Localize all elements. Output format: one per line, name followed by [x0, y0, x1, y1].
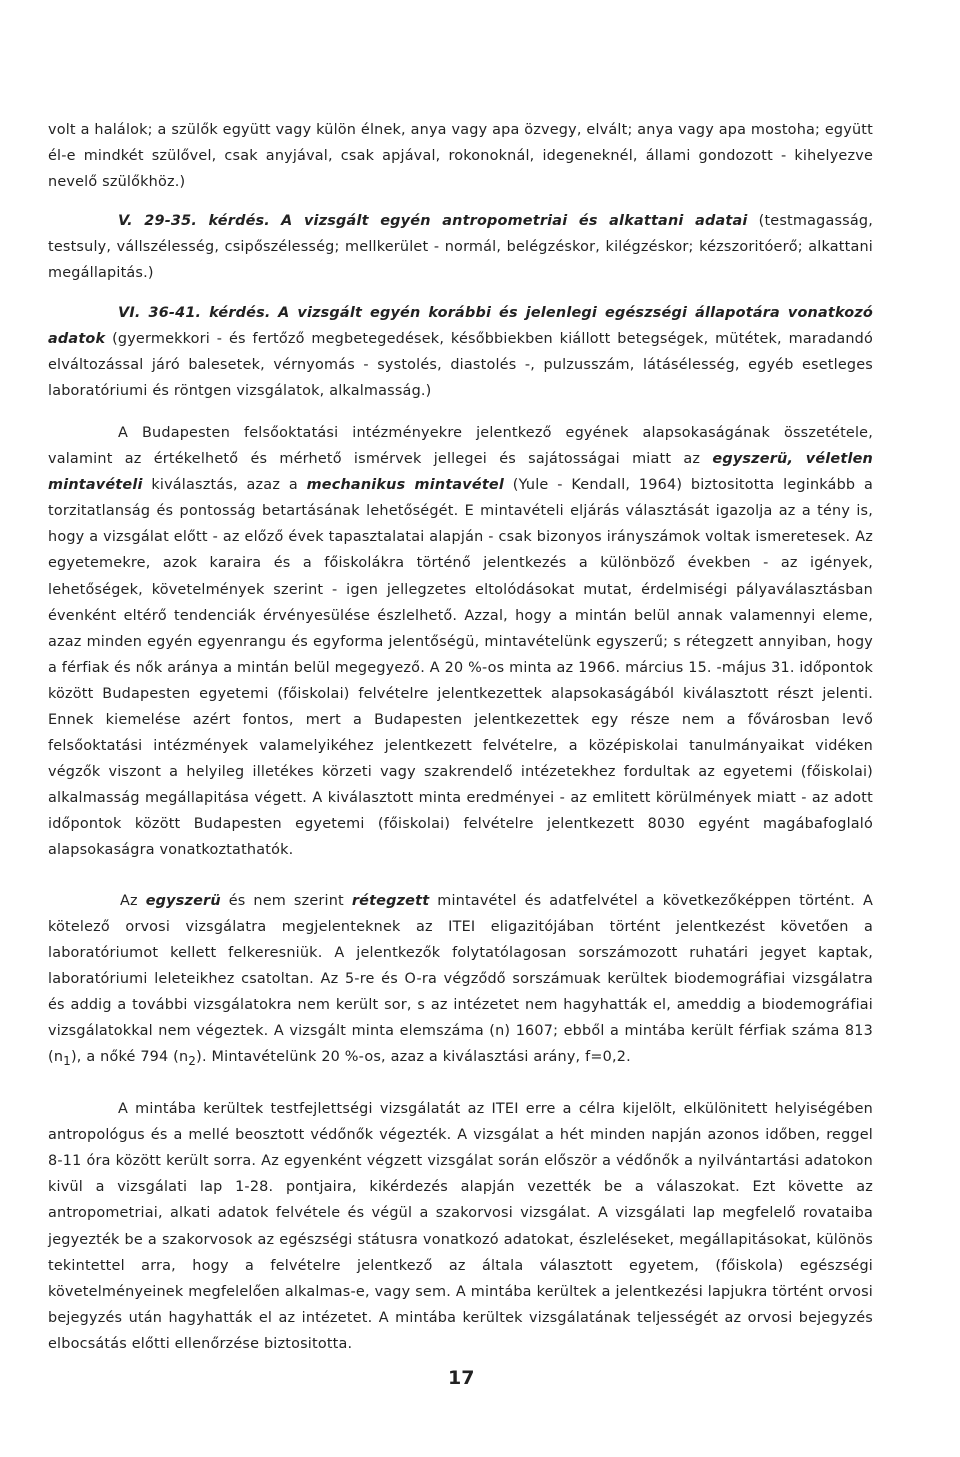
section-vi-title: A vizsgált egyén korábbi és jelenlegi egészségi állapotára vonatkozó adatok [48, 304, 874, 347]
p5-text-a: Az [120, 892, 146, 909]
text-body [48, 117, 873, 1357]
p4-text-c: kiválasztás, azaz a [142, 477, 307, 494]
section-v-number: V. 29-35. kérdés. [118, 213, 270, 230]
p5-subscript-2: 2 [188, 1053, 197, 1068]
section-v-text: (testmagasság, testsuly, vállszélesség, csipőszélesség; mellkerület - normál, belégzéskor, kilégzéskor; kézszoritóerő; alkattani megállapitás.) [48, 213, 874, 282]
paragraph-3-section-vi [48, 300, 873, 404]
paragraph-5 [48, 888, 873, 1075]
p4-emphasis-mechanical: mechanikus mintavétel [306, 477, 505, 494]
paragraph-4 [48, 420, 873, 864]
p5-text-e: mintavétel és adatfelvétel a következőképpen történt. A kötelező orvosi vizsgálatra megjelenteknek az ITEI eligazitójában történt jelentkezést követően a laboratóriumot kellett felkeresniük. A jelentkezők folytatólagosan sorszámozott ruhatári jegyet kaptak, laboratóriumi leleteikhez csatoltan. Az 5-re és O-ra végződő sorszámuak kerültek biodemográfiai vizsgálatra és addig a további vizsgálatokra nem került sor, s az intézetet nem hagyhatták el, ameddig a biodemográfiai vizsgálatokkal nem végeztek. A vizsgált minta elemszáma (n) 1607; ebből a mintába került férfiak száma 813 (n [48, 892, 873, 1066]
section-v-title: A vizsgált egyén antropometriai és alkattani adatai [281, 213, 748, 230]
paragraph-1: volt a halálok; a szülők együtt vagy külön élnek, anya vagy apa özvegy, elvált; anya vagy apa mostoha; együtt él-e mindkét szülővel, csak anyjával, csak apjával, rokonoknál, idegeneknél, állami gondozott - kihelyezve nevelő szülőkhöz.) [48, 122, 873, 191]
p5-text-g: ). Mintavételünk 20 %-os, azaz a kiválasztási arány, f=0,2. [196, 1049, 631, 1066]
p4-text-a: A Budapesten felsőoktatási intézményekre jelentkező egyének alapsokaságának összetétele, valamint az értékelhető és mérhető ismérvek jellegei és sajátosságai miatt az [48, 424, 873, 468]
section-vi-text: (gyermekkori - és fertőző megbetegedések, későbbiekben kiállott betegségek, mütétek, maradandó elváltozással járó balesetek, vérnyomás - systolés, diastolés -, pulzusszám, látásélesség, egyéb esetleges laboratóriumi és röntgen vizsgálatok, alkalmasság.) [48, 330, 873, 399]
p5-text-f: ), a nőké 794 (n [70, 1049, 189, 1066]
p5-emphasis-stratified: rétegzett [351, 892, 430, 909]
p4-text-e: (Yule - Kendall, 1964) biztositotta leginkább a torzitatlanság és pontosság betartásának lehetőségét. E mintavételi eljárás választását igazolja az a tény is, hogy a vizsgálat előtt - az előző évek tapasztalatai alapján - csak bizonyos irányszámok voltak ismeretesek. Az egyetemekre, azok karaira és a főiskolákra történő jelentkezés a különböző években - az igények, lehetőségek, követelmények szerint - igen jellegzetes eltolódásokat mutat, érdelmiségi pályaválasztásban évenként eltérő tendenciák érvényesülése észlelhető. Azzal, hogy a mintán belül annak valamennyi eleme, azaz minden egyén egyenrangu és egyforma jelentőségü, mintavételünk egyszerű; s rétegzett annyiban, hogy a férfiak és nők aránya a mintán belül megegyező. A 20 %-os minta az 1966. március 15. -május 31. időpontok között Budapesten egyetemi (főiskolai) felvételre jelentkezettek alapsokaságából kiválasztott részt jelenti. Ennek kiemelése azért fontos, mert a Budapesten jelentkezettek egy része nem a fővárosban levő felsőoktatási intézmények valamelyikéhez jelentkezett felvételre, a középiskolai tanulmányaikat vidéken végzők viszont a helyileg illetékes körzeti vagy szakrendelő intézetekhez fordultak az egyetemi (főiskolai) alkalmasság megállapitása végett. A kiválasztott minta eredményei - az emlitett körülmények miatt - az adott időpontok között Budapesten egyetemi (főiskolai) felvételre jelentkezett 8030 egyént magábafoglaló alapsokaságra vonatkoztathatók. [48, 477, 873, 859]
p5-subscript-1: 1 [63, 1053, 71, 1068]
p5-text-c: és nem szerint [220, 892, 352, 909]
paragraph-6: A mintába kerültek testfejlettségi vizsgálatát az ITEI erre a célra kijelölt, elkülönitett helyiségében antropológus és a mellé beosztott védőnők végezték. A vizsgálat a hét minden napján azonos időben, reggel 8-11 óra között került sorra. Az egyenként végzett vizsgálat során először a védőnők a nyilvántartási adatokon kivül a vizsgálati lap 1-28. pontjaira, kikérdezés alapján vezették be a válaszokat. Ezt követte az antropometriai, alkati adatok felvétele és végül a szakorvosi vizsgálat. A vizsgálati lap megfelelő rovataiba jegyezték be a szakorvosok az egészségi státusra vonatkozó adatokat, észleléseket, megállapitásokat, különös tekintettel arra, hogy a felvételre jelentkező az általa választott egyetem, (főiskola) egészségi követelményeinek megfelelően alkalmas-e, vagy sem. A mintába kerültek a jelentkezési lapjukra történt orvosi bejegyzés után hagyhatták el az intézetet. A mintába kerültek vizsgálatának teljességét az orvosi bejegyzés elbocsátás előtti ellenőrzése biztositotta. [48, 1101, 873, 1352]
section-vi-number: VI. 36-41. kérdés. [118, 304, 271, 321]
p4-emphasis-simple-random: egyszerü, véletlen mintavételi [48, 451, 873, 494]
p5-emphasis-simple: egyszerü [145, 892, 221, 909]
paragraph-2-section-v [48, 208, 873, 286]
page-number: 17 [448, 1367, 475, 1389]
